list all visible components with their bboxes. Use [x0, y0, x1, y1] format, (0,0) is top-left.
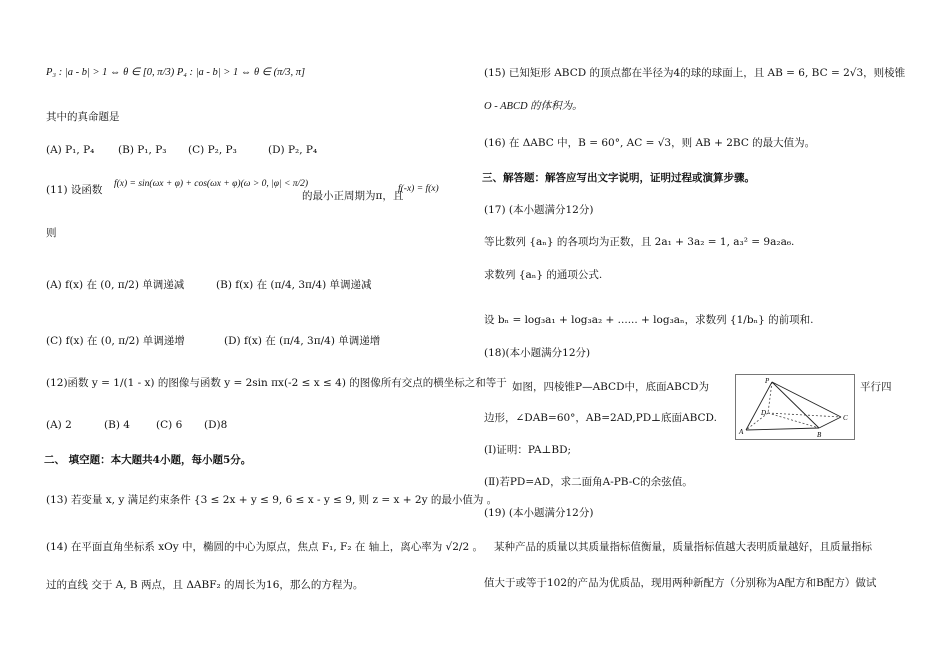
edge-bc — [819, 417, 841, 428]
option-12-d: (D)8 — [204, 419, 228, 431]
question-18-heading: (18)(本小题满分12分) — [484, 347, 591, 359]
question-13: (13) 若变量 x, y 满足约束条件 {3 ≤ 2x + y ≤ 9, 6 ≤ x - y ≤ 9, 则 z = x + 2y 的最小值为 。 — [46, 494, 498, 506]
question-18-text: 如图，四棱锥P—ABCD中，底面ABCD为 — [512, 381, 709, 393]
option-11-a: (A) f(x) 在 (0, π/2) 单调递减 — [46, 279, 185, 291]
proposition-p3-p4: P₃ : |a - b| > 1 ⇔ θ ∈ [0, π/3) P₄ : |a - b| > 1 ⇔ θ ∈ (π/3, π] — [46, 67, 306, 78]
question-17-text: 等比数列 {aₙ} 的各项均为正数，且 2a₁ + 3a₂ = 1, a₃² = 9a₂a₆. — [484, 236, 795, 248]
option-12-b: (B) 4 — [104, 419, 130, 431]
question-prompt-true-propositions: 其中的真命题是 — [46, 111, 120, 123]
edge-pc — [772, 382, 841, 417]
option-11-d: (D) f(x) 在 (π/4, 3π/4) 单调递增 — [224, 335, 381, 347]
option-12-c: (C) 6 — [156, 419, 183, 431]
section-3-heading: 三、解答题：解答应写出文字说明，证明过程或演算步骤。 — [482, 172, 755, 184]
question-19-text: 某种产品的质量以其质量指标值衡量，质量指标值越大表明质量越好，且质量指标 — [494, 541, 872, 553]
option-d: (D) P₂, P₄ — [268, 144, 318, 156]
option-b: (B) P₁, P₃ — [118, 144, 167, 156]
question-17-part1: 求数列 {aₙ} 的通项公式. — [484, 269, 603, 281]
then-text: 则 — [46, 227, 57, 239]
question-19-heading: (19) (本小题满分12分) — [484, 507, 594, 519]
question-18-part1: (Ⅰ)证明：PA⊥BD; — [484, 444, 572, 456]
question-11-even: f(-x) = f(x) — [398, 184, 439, 194]
edge-pa — [746, 382, 772, 430]
question-17-part2: 设 bₙ = log₃a₁ + log₃a₂ + ...... + log₃aₙ，求数列 {1/bₙ} 的前项和. — [484, 314, 814, 326]
question-17-heading: (17) (本小题满分12分) — [484, 204, 594, 216]
section-2-heading: 二、 填空题：本大题共4小题，每小题5分。 — [44, 454, 252, 466]
question-11-condition: 的最小正周期为π，且 — [302, 190, 404, 202]
label-b: B — [817, 431, 822, 439]
label-p: P — [765, 377, 770, 385]
label-d: D — [761, 409, 767, 417]
option-a: (A) P₁, P₄ — [46, 144, 95, 156]
question-12: (12)函数 y = 1/(1 - x) 的图像与函数 y = 2sin πx(-2 ≤ x ≤ 4) 的图像所有交点的横坐标之和等于 — [46, 377, 507, 389]
question-16: (16) 在 ΔABC 中，B = 60°, AC = √3，则 AB + 2BC 的最大值为。 — [484, 137, 816, 149]
label-a: A — [739, 428, 744, 436]
question-14-continued: 过的直线 交于 A, B 两点，且 ΔABF₂ 的周长为16，那么的方程为。 — [46, 579, 364, 591]
question-19-text-2: 值大于或等于102的产品为优质品，现用两种新配方（分别称为A配方和B配方）做试 — [484, 577, 877, 589]
edge-ab — [746, 428, 819, 430]
pyramid-figure — [735, 374, 855, 440]
option-c: (C) P₂, P₃ — [188, 144, 237, 156]
question-18-text-2: 边形，∠DAB=60°，AB=2AD,PD⊥底面ABCD. — [484, 412, 717, 424]
option-11-b: (B) f(x) 在 (π/4, 3π/4) 单调递减 — [216, 279, 372, 291]
question-15: (15) 已知矩形 ABCD 的顶点都在半径为4的球的球面上，且 AB = 6, BC = 2√3，则棱锥 — [484, 67, 906, 79]
question-14: (14) 在平面直角坐标系 xOy 中，椭圆的中心为原点，焦点 F₁, F₂ 在 轴上，离心率为 √2/2 。 — [46, 541, 483, 553]
question-18-part2: (Ⅱ)若PD=AD，求二面角A-PB-C的余弦值。 — [484, 476, 693, 488]
question-11-intro: (11) 设函数 — [46, 184, 103, 196]
edge-pd — [768, 382, 772, 413]
option-12-a: (A) 2 — [46, 419, 72, 431]
option-11-c: (C) f(x) 在 (0, π/2) 单调递增 — [46, 335, 185, 347]
question-18-text-tail: 平行四 — [860, 381, 892, 393]
label-c: C — [843, 414, 848, 422]
question-11-formula: f(x) = sin(ωx + φ) + cos(ωx + φ)(ω > 0, |φ| < π/2) — [114, 179, 309, 189]
question-15-continued: O - ABCD 的体积为。 — [484, 101, 583, 112]
